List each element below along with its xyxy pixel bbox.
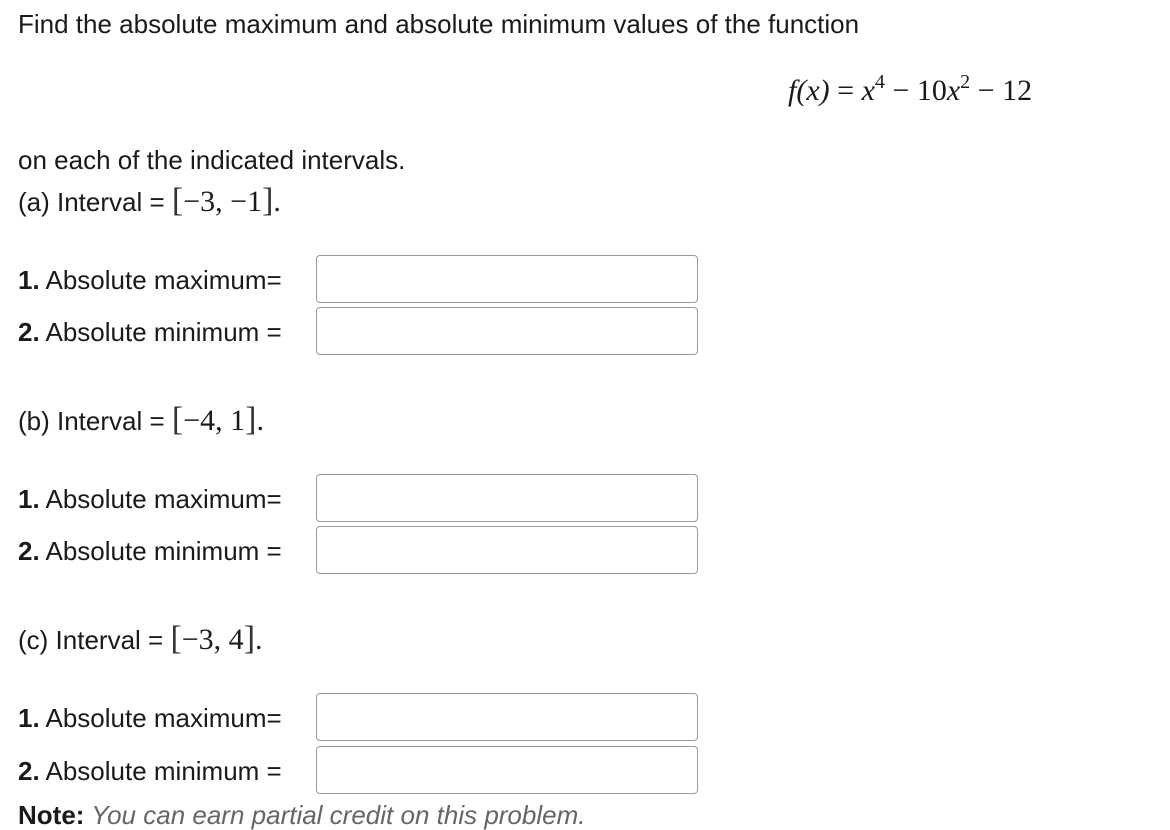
period: . <box>273 185 281 218</box>
function-exp-2: 2 <box>960 71 971 93</box>
part-c-label: (c) Interval = <box>18 625 171 655</box>
part-a-min-input[interactable] <box>316 307 698 355</box>
function-exp-4: 4 <box>874 71 885 93</box>
part-a-min-label <box>18 317 282 347</box>
part-b-interval-values: −4, 1 <box>183 404 246 437</box>
bracket-close: ] <box>245 401 257 438</box>
note-prefix: Note: <box>18 800 85 830</box>
part-b-label: (b) Interval = <box>18 406 172 436</box>
function-minus-1: − <box>892 74 910 107</box>
min-label-text: Absolute minimum = <box>39 317 282 347</box>
intervals-text: on each of the indicated intervals. <box>18 145 406 175</box>
note <box>18 800 585 830</box>
part-b-max-label <box>18 484 282 514</box>
item-number: 1. <box>18 703 40 733</box>
max-label-text: Absolute maximum= <box>39 703 282 733</box>
part-a-interval-values: −3, −1 <box>183 185 263 218</box>
bracket-open: [ <box>171 182 184 219</box>
item-number: 2. <box>18 536 40 566</box>
bracket-open: [ <box>171 401 184 438</box>
part-a-max-input[interactable] <box>316 255 698 303</box>
part-b-max-input[interactable] <box>316 474 698 522</box>
function-term-x: x <box>861 74 875 107</box>
part-b-min-input[interactable] <box>316 526 698 574</box>
function-formula <box>788 71 1033 108</box>
item-number: 1. <box>18 265 40 295</box>
part-a-interval <box>18 182 281 219</box>
note-text: You can earn partial credit on this problem. <box>84 800 586 830</box>
part-c-max-label <box>18 703 282 733</box>
part-b-interval <box>18 401 264 438</box>
max-label-text: Absolute maximum= <box>39 265 282 295</box>
function-lhs: f(x) <box>788 74 830 107</box>
part-a-max-label <box>18 265 282 295</box>
period: . <box>255 623 263 656</box>
min-label-text: Absolute minimum = <box>39 756 282 786</box>
min-label-text: Absolute minimum = <box>39 536 282 566</box>
part-a-label: (a) Interval = <box>18 187 172 217</box>
part-c-interval-values: −3, 4 <box>181 623 244 656</box>
function-const: 12 <box>1002 74 1033 107</box>
part-c-min-input[interactable] <box>316 746 698 794</box>
bracket-close: ] <box>262 182 274 219</box>
item-number: 2. <box>18 756 40 786</box>
max-label-text: Absolute maximum= <box>39 484 282 514</box>
item-number: 2. <box>18 317 40 347</box>
bracket-open: [ <box>170 620 182 657</box>
problem-intro: Find the absolute maximum and absolute minimum values of the function <box>18 9 860 39</box>
period: . <box>256 404 264 437</box>
part-c-min-label <box>18 756 282 786</box>
item-number: 1. <box>18 484 40 514</box>
function-minus-2: − <box>977 74 995 107</box>
bracket-close: ] <box>243 620 256 657</box>
part-c-interval <box>18 620 263 657</box>
part-b-min-label <box>18 536 282 566</box>
part-c-max-input[interactable] <box>316 693 698 741</box>
function-coef: 10 <box>916 74 947 107</box>
function-term-x2: x <box>946 74 961 107</box>
function-equals: = <box>837 74 855 107</box>
